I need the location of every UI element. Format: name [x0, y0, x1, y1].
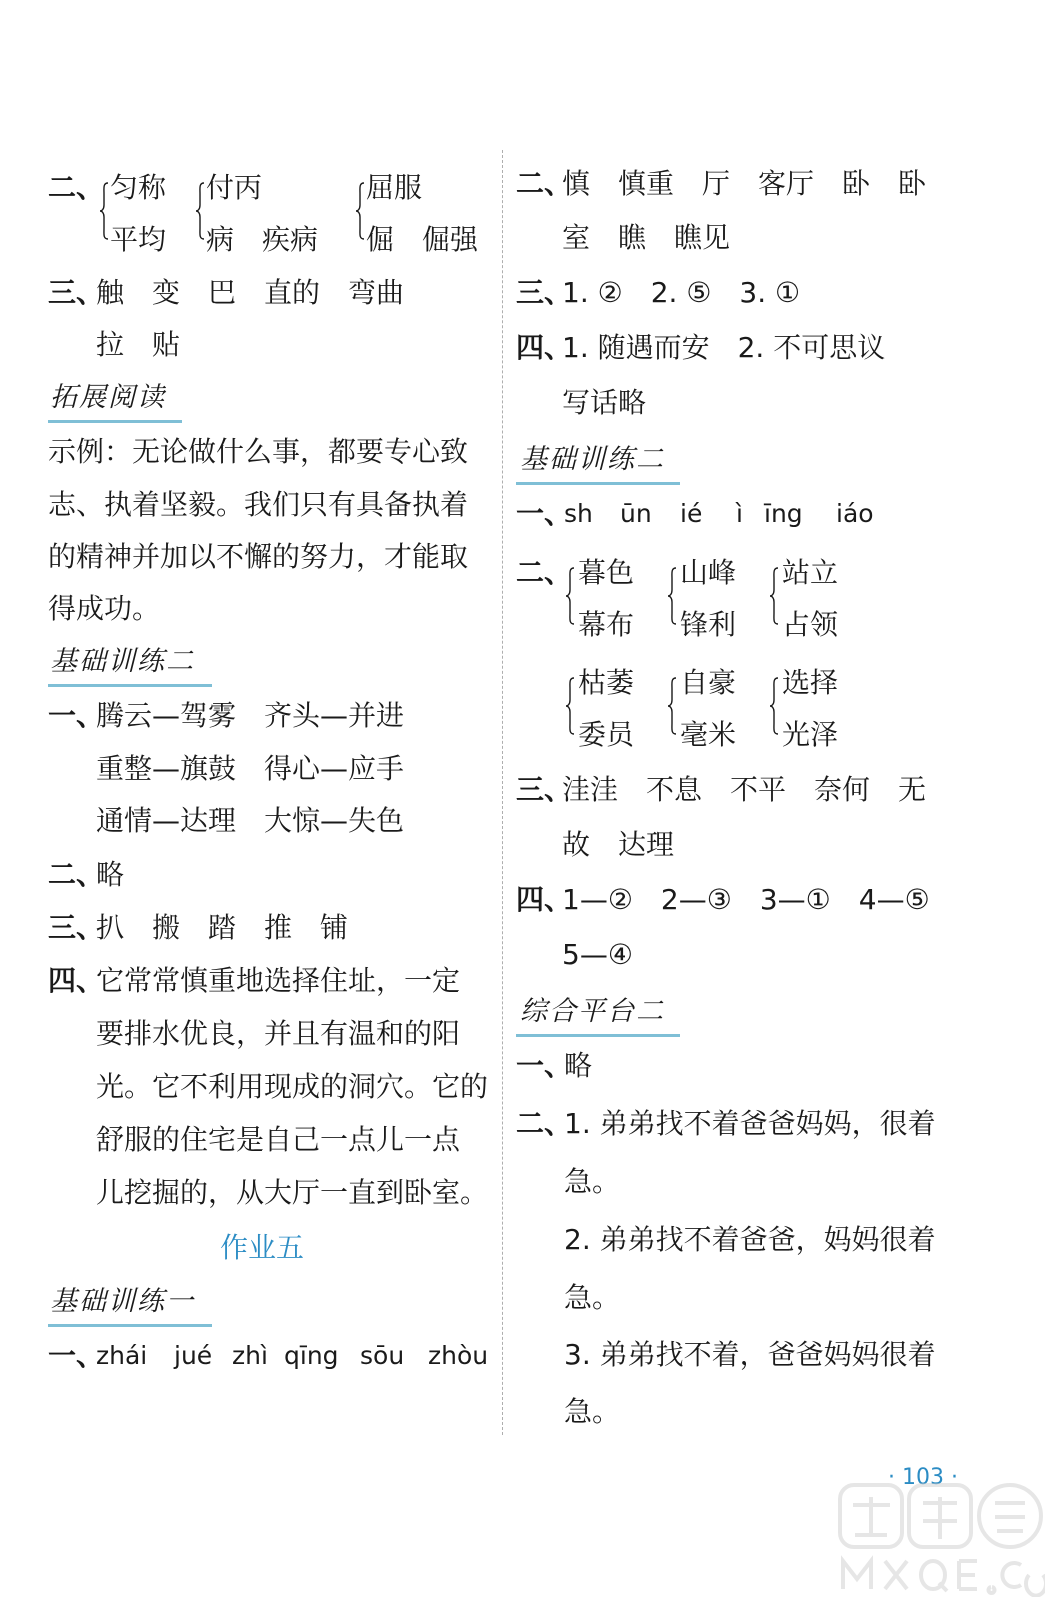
brace-icon [770, 567, 779, 625]
column-divider [502, 150, 503, 1435]
left-b2-q1-line1: 腾云—驾雾 齐头—并进 [96, 699, 405, 732]
right-p-q2-line3: 2. 弟弟找不着爸爸，妈妈很着 [564, 1223, 936, 1256]
left-b2-q4-line3: 光。它不利用现成的洞穴。它的 [96, 1070, 489, 1103]
brace-icon [668, 567, 677, 625]
brace-icon [566, 677, 575, 735]
right-b2-q2-r2-g1-bottom: 委员 [578, 718, 635, 751]
left-q2-g3-bottom: 倔 倔强 [366, 223, 479, 256]
right-q3-label: 三、 [516, 276, 573, 309]
reading-line-2: 志、执着坚毅。我们只有具备执着 [48, 488, 469, 521]
right-b2-q3-label: 三、 [516, 773, 573, 806]
pinyin-item: īng [764, 499, 803, 528]
right-q3-text: 1. ② 2. ⑤ 3. ① [562, 276, 801, 309]
right-b2-q3-line1: 洼洼 不息 不平 奈何 无 [562, 773, 927, 806]
right-p-q1-text: 略 [564, 1049, 593, 1082]
left-q3-line2: 拉 贴 [96, 328, 181, 361]
right-b2-q2-r1-g2-bottom: 锋利 [680, 608, 737, 641]
left-q2-g1-bottom: 平均 [110, 223, 167, 256]
left-b2-q1-line2: 重整—旗鼓 得心—应手 [96, 752, 405, 785]
platform-heading: 综合平台二 [520, 996, 665, 1027]
right-b2-q2-r2-g1-top: 枯萎 [578, 666, 635, 699]
left-q2-label: 二、 [48, 171, 105, 204]
pinyin-item: ì [736, 499, 743, 528]
heading-underline [516, 1034, 680, 1037]
right-b2-q2-label: 二、 [516, 556, 573, 589]
left-q3-label: 三、 [48, 276, 105, 309]
pinyin-item: ūn [620, 499, 652, 528]
page-number: · 103 · [888, 1465, 958, 1490]
right-b2-q4-line1: 1—② 2—③ 3—① 4—⑤ [562, 883, 930, 916]
heading-underline [516, 482, 680, 485]
basic1-heading: 基础训练一 [50, 1286, 195, 1317]
right-p-q2-line6: 急。 [564, 1395, 621, 1428]
heading-underline [48, 1324, 212, 1327]
reading-heading: 拓展阅读 [50, 382, 166, 413]
reading-line-1: 示例：无论做什么事，都要专心致 [48, 435, 469, 468]
right-b2-q1-label: 一、 [516, 497, 573, 530]
heading-underline [48, 684, 212, 687]
pinyin-item: jué [174, 1341, 213, 1370]
left-b2-q4-line1: 它常常慎重地选择住址，一定 [96, 964, 461, 997]
watermark-logo-icon [835, 1477, 1045, 1597]
left-q2-g1-top: 匀称 [110, 171, 167, 204]
right-b2-q2-r1-g1-top: 暮色 [578, 556, 635, 589]
right-b2-q2-r1-g1-bottom: 幕布 [578, 608, 635, 641]
left-b2-q1-label: 一、 [48, 699, 105, 732]
brace-icon [100, 182, 109, 240]
left-b2-q4-line4: 舒服的住宅是自己一点儿一点 [96, 1123, 461, 1156]
right-b2-q2-r2-g2-bottom: 毫米 [680, 718, 737, 751]
right-b2-q2-r1-g3-top: 站立 [782, 556, 839, 589]
right-p-q1-label: 一、 [516, 1049, 573, 1082]
right-b2-q2-r2-g3-bottom: 光泽 [782, 718, 839, 751]
brace-icon [196, 182, 205, 240]
right-basic2-heading: 基础训练二 [520, 444, 665, 475]
left-b2-q4-line2: 要排水优良，并且有温和的阳 [96, 1017, 461, 1050]
right-b2-q4-label: 四、 [516, 883, 573, 916]
pinyin-item: iáo [836, 499, 874, 528]
right-p-q2-line2: 急。 [564, 1165, 621, 1198]
brace-icon [770, 677, 779, 735]
right-b2-q3-line2: 故 达理 [562, 828, 675, 861]
left-b1-q1-pinyin [96, 1336, 488, 1376]
left-q2-g2-bottom: 病 疾病 [206, 223, 319, 256]
right-b2-q1-pinyin [564, 494, 874, 534]
pinyin-item: zhì [232, 1341, 268, 1370]
right-q2-line2: 室 瞧 瞧见 [562, 221, 731, 254]
right-b2-q2-r1-g2-top: 山峰 [680, 556, 737, 589]
left-q2-g3-top: 屈服 [366, 171, 423, 204]
left-b2-q3-label: 三、 [48, 911, 105, 944]
left-b2-q4-line5: 儿挖掘的，从大厅一直到卧室。 [96, 1176, 489, 1209]
basic2-heading: 基础训练二 [50, 646, 195, 677]
left-q3-line1: 触 变 巴 直的 弯曲 [96, 276, 405, 309]
right-p-q2-line5: 3. 弟弟找不着，爸爸妈妈很着 [564, 1338, 936, 1371]
homework-5-title: 作业五 [220, 1231, 305, 1264]
brace-icon [566, 567, 575, 625]
left-b1-q1-label: 一、 [48, 1339, 105, 1372]
right-q4-line2: 写话略 [562, 386, 647, 419]
right-p-q2-line4: 急。 [564, 1281, 621, 1314]
right-q2-line1: 慎 慎重 厅 客厅 卧 卧 [562, 167, 927, 200]
pinyin-item: zhái [96, 1341, 148, 1370]
right-b2-q2-r1-g3-bottom: 占领 [782, 608, 839, 641]
reading-line-3: 的精神并加以不懈的努力，才能取 [48, 540, 469, 573]
right-b2-q4-line2: 5—④ [562, 938, 633, 971]
pinyin-item: ié [680, 499, 703, 528]
brace-icon [356, 182, 365, 240]
right-b2-q2-r2-g3-top: 选择 [782, 666, 839, 699]
pinyin-item: zhòu [428, 1341, 489, 1370]
right-b2-q2-r2-g2-top: 自豪 [680, 666, 737, 699]
left-b2-q3-text: 扒 搬 踏 推 铺 [96, 911, 349, 944]
left-b2-q4-label: 四、 [48, 964, 105, 997]
pinyin-item: sh [564, 499, 593, 528]
pinyin-item: sōu [360, 1341, 405, 1370]
right-p-q2-label: 二、 [516, 1107, 573, 1140]
heading-underline [48, 420, 182, 423]
brace-icon [668, 677, 677, 735]
left-b2-q2-text: 略 [96, 858, 125, 891]
right-p-q2-line1: 1. 弟弟找不着爸爸妈妈，很着 [564, 1107, 936, 1140]
right-q4-label: 四、 [516, 331, 573, 364]
reading-line-4: 得成功。 [48, 592, 161, 625]
pinyin-item: qīng [284, 1341, 339, 1370]
left-q2-g2-top: 付丙 [206, 171, 263, 204]
right-q2-label: 二、 [516, 167, 573, 200]
right-q4-line1: 1. 随遇而安 2. 不可思议 [562, 331, 886, 364]
left-b2-q1-line3: 通情—达理 大惊—失色 [96, 804, 405, 837]
left-b2-q2-label: 二、 [48, 858, 105, 891]
